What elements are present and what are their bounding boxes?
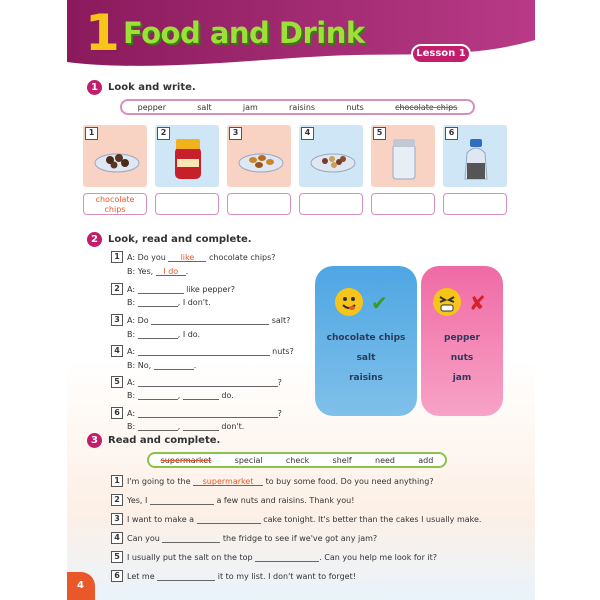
item-number: 1 bbox=[111, 251, 123, 263]
prompt-text: . bbox=[185, 267, 189, 276]
item-number: 6 bbox=[111, 570, 123, 582]
sentence-text: cake tonight. It's better than the cakes I usually make. bbox=[263, 514, 482, 524]
prompt-text: ? bbox=[277, 408, 282, 418]
section-instruction: Look, read and complete. bbox=[108, 234, 252, 245]
sentence-text: I want to make a bbox=[127, 514, 195, 524]
answer-blank[interactable] bbox=[197, 515, 261, 524]
word: shelf bbox=[332, 455, 352, 465]
answer-field-2[interactable] bbox=[155, 193, 219, 215]
word: need bbox=[375, 455, 396, 465]
prompt-text: B: Yes, bbox=[127, 267, 154, 276]
sentence-text: I usually put the salt on the top bbox=[127, 552, 253, 562]
section-number: 1 bbox=[87, 80, 102, 95]
dialogue-6-b bbox=[127, 422, 244, 431]
prompt-text: A: Do you bbox=[127, 252, 166, 262]
answer-blank[interactable] bbox=[162, 534, 220, 543]
answer-blank[interactable] bbox=[138, 285, 184, 294]
struck-word: supermarket bbox=[160, 455, 212, 465]
section-3-heading bbox=[87, 433, 220, 448]
picture-6-pepper bbox=[443, 125, 507, 187]
word: nuts bbox=[346, 102, 364, 112]
item-number: 3 bbox=[111, 513, 123, 525]
liked-food: salt bbox=[356, 353, 376, 363]
picture-number: 4 bbox=[301, 127, 314, 140]
dialogue-4-a bbox=[111, 345, 294, 357]
answer-blank[interactable]: supermarket bbox=[193, 477, 263, 486]
item-number: 1 bbox=[111, 475, 123, 487]
answer-field-1[interactable]: chocolate chips bbox=[83, 193, 147, 215]
unit-title: Food and Drink bbox=[123, 16, 365, 50]
item-number: 5 bbox=[111, 376, 123, 388]
item-number: 2 bbox=[111, 283, 123, 295]
answer-blank[interactable] bbox=[183, 391, 219, 400]
word: special bbox=[234, 455, 263, 465]
answer-field-4[interactable] bbox=[299, 193, 363, 215]
answer-field-3[interactable] bbox=[227, 193, 291, 215]
dialogue-2-b bbox=[127, 298, 211, 307]
struck-word: chocolate chips bbox=[395, 102, 458, 112]
dialogue-6-a bbox=[111, 407, 282, 419]
word-box-1 bbox=[120, 99, 475, 115]
answer-blank[interactable] bbox=[157, 572, 215, 581]
prompt-text: A: Do bbox=[127, 315, 149, 325]
sentence-text: a few nuts and raisins. Thank you! bbox=[216, 495, 355, 505]
answer-blank[interactable] bbox=[255, 553, 319, 562]
prompt-text: salt? bbox=[271, 315, 291, 325]
word: pepper bbox=[137, 102, 166, 112]
word: check bbox=[285, 455, 310, 465]
picture-1-chocolate-chips bbox=[83, 125, 147, 187]
prompt-text: A: bbox=[127, 377, 136, 387]
picture-number: 3 bbox=[229, 127, 242, 140]
answer-field-5[interactable] bbox=[371, 193, 435, 215]
picture-number: 5 bbox=[373, 127, 386, 140]
answer-blank[interactable] bbox=[138, 330, 178, 339]
prompt-text: , I do. bbox=[177, 330, 201, 339]
word-box-3 bbox=[147, 452, 447, 468]
check-mark-icon: ✔ bbox=[371, 291, 388, 315]
sentence-text: Let me bbox=[127, 571, 155, 581]
prompt-text: nuts? bbox=[272, 346, 294, 356]
answer-blank[interactable] bbox=[138, 391, 178, 400]
sentence-text: Can you bbox=[127, 533, 160, 543]
answer-blank[interactable] bbox=[138, 347, 270, 356]
prompt-text: , bbox=[177, 391, 181, 400]
sentence-5 bbox=[111, 551, 437, 563]
unit-number: 1 bbox=[85, 4, 120, 62]
answer-blank[interactable] bbox=[154, 361, 194, 370]
sentence-6 bbox=[111, 570, 356, 582]
word: raisins bbox=[289, 102, 316, 112]
prompt-text: A: bbox=[127, 284, 136, 294]
dialogue-1-a bbox=[111, 251, 276, 263]
sentence-3 bbox=[111, 513, 481, 525]
disliked-food: pepper bbox=[444, 333, 480, 343]
yummy-face-icon bbox=[335, 288, 363, 316]
cross-mark-icon: ✘ bbox=[469, 291, 486, 315]
answer-blank[interactable] bbox=[183, 422, 219, 431]
disliked-food: nuts bbox=[450, 353, 474, 363]
dialogue-3-b bbox=[127, 330, 200, 339]
answer-blank[interactable]: I do bbox=[156, 267, 186, 276]
word: add bbox=[418, 455, 434, 465]
prompt-text: B: bbox=[127, 298, 136, 307]
liked-food: raisins bbox=[349, 373, 383, 383]
prompt-text: chocolate chips? bbox=[208, 252, 276, 262]
disgusted-face-icon bbox=[433, 288, 461, 316]
sentence-2 bbox=[111, 494, 354, 506]
prompt-text: B: bbox=[127, 391, 136, 400]
prompt-text: B: No, bbox=[127, 361, 152, 370]
liked-food: chocolate chips bbox=[326, 333, 406, 343]
lesson-badge: Lesson 1 bbox=[411, 44, 471, 64]
prompt-text: , I don't. bbox=[177, 298, 211, 307]
prompt-text: ? bbox=[277, 377, 282, 387]
dialogue-1-b bbox=[127, 267, 188, 276]
answer-blank[interactable] bbox=[138, 409, 278, 418]
prompt-text: . bbox=[193, 361, 197, 370]
item-number: 6 bbox=[111, 407, 123, 419]
item-number: 4 bbox=[111, 532, 123, 544]
sentence-4 bbox=[111, 532, 377, 544]
section-number: 2 bbox=[87, 232, 102, 247]
dislikes-card bbox=[421, 266, 503, 416]
prompt-text: don't. bbox=[221, 422, 245, 431]
dialogue-4-b bbox=[127, 361, 196, 370]
answer-blank[interactable] bbox=[150, 496, 214, 505]
picture-5-salt bbox=[371, 125, 435, 187]
prompt-text: A: bbox=[127, 346, 136, 356]
prompt-text: B: bbox=[127, 422, 136, 431]
word: jam bbox=[242, 102, 258, 112]
picture-3-nuts bbox=[227, 125, 291, 187]
dialogue-3-a bbox=[111, 314, 290, 326]
sentence-text: to buy some food. Do you need anything? bbox=[265, 476, 434, 486]
dialogue-5-b bbox=[127, 391, 234, 400]
sentence-text: the fridge to see if we've got any jam? bbox=[222, 533, 378, 543]
answer-blank[interactable] bbox=[138, 422, 178, 431]
answer-blank[interactable]: like bbox=[168, 253, 206, 262]
word: salt bbox=[197, 102, 212, 112]
item-number: 5 bbox=[111, 551, 123, 563]
section-1-heading bbox=[87, 80, 196, 95]
picture-number: 1 bbox=[85, 127, 98, 140]
page-number: 4 bbox=[67, 572, 95, 600]
section-instruction: Look and write. bbox=[108, 82, 196, 93]
sentence-text: Yes, I bbox=[127, 495, 148, 505]
answer-blank[interactable] bbox=[138, 378, 278, 387]
disliked-food: jam bbox=[452, 373, 472, 383]
item-number: 2 bbox=[111, 494, 123, 506]
dialogue-2-a bbox=[111, 283, 235, 295]
prompt-text: , bbox=[177, 422, 181, 431]
workbook-page bbox=[67, 0, 535, 600]
prompt-text: B: bbox=[127, 330, 136, 339]
sentence-text: . Can you help me look for it? bbox=[319, 552, 438, 562]
sentence-text: it to my list. I don't want to forget! bbox=[217, 571, 356, 581]
picture-number: 6 bbox=[445, 127, 458, 140]
picture-2-jam bbox=[155, 125, 219, 187]
picture-number: 2 bbox=[157, 127, 170, 140]
sentence-1 bbox=[111, 475, 434, 487]
section-2-heading bbox=[87, 232, 252, 247]
prompt-text: do. bbox=[221, 391, 234, 400]
prompt-text: A: bbox=[127, 408, 136, 418]
answer-blank[interactable] bbox=[138, 298, 178, 307]
sentence-text: I'm going to the bbox=[127, 476, 191, 486]
prompt-text: like pepper? bbox=[186, 284, 235, 294]
answer-blank[interactable] bbox=[151, 316, 269, 325]
dialogue-5-a bbox=[111, 376, 282, 388]
unit-header bbox=[67, 0, 535, 70]
section-instruction: Read and complete. bbox=[108, 435, 221, 446]
section-number: 3 bbox=[87, 433, 102, 448]
picture-4-raisins bbox=[299, 125, 363, 187]
answer-field-6[interactable] bbox=[443, 193, 507, 215]
item-number: 4 bbox=[111, 345, 123, 357]
likes-card bbox=[315, 266, 417, 416]
item-number: 3 bbox=[111, 314, 123, 326]
